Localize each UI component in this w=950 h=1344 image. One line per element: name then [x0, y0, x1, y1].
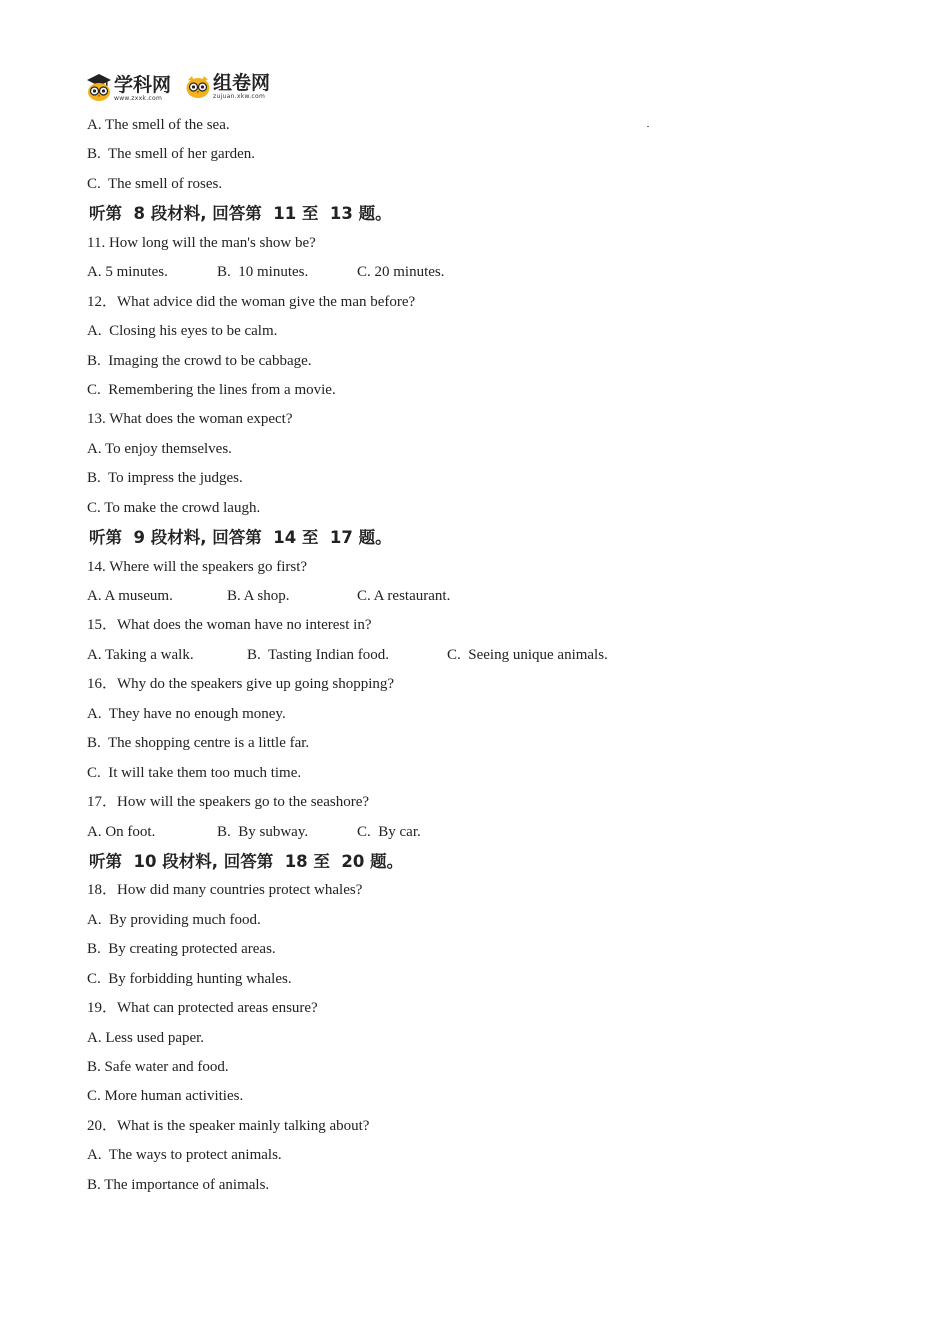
section-heading: 听第 10 段材料, 回答第 18 至 20 题。	[89, 851, 404, 871]
zxxk-logo-url: www.zxxk.com	[114, 95, 163, 102]
answer-option: C. A restaurant.	[357, 588, 451, 604]
answer-options-row	[87, 641, 887, 670]
answer-option: A. On foot.	[87, 823, 156, 840]
question-line: B. Safe water and food.	[87, 1059, 229, 1075]
question-line: 11. How long will the man's show be?	[87, 234, 316, 251]
question-line: 16．Why do the speakers give up going shopping?	[87, 676, 395, 693]
question-line: C. To make the crowd laugh.	[87, 499, 261, 516]
question-line: A. The ways to protect animals.	[87, 1147, 282, 1164]
question-line: 17．How will the speakers go to the seashore?	[87, 794, 370, 811]
question-line: A. The smell of the sea.	[87, 117, 230, 133]
question-line: 14. Where will the speakers go first?	[87, 558, 308, 575]
question-line: B. Imaging the crowd to be cabbage.	[87, 352, 312, 369]
question-line: C. By forbidding hunting whales.	[87, 970, 292, 987]
answer-option: C. 20 minutes.	[357, 264, 445, 281]
question-line: B. To impress the judges.	[87, 470, 243, 487]
question-line: 13. What does the woman expect?	[87, 411, 293, 428]
question-line: A. Less used paper.	[87, 1029, 205, 1046]
question-line: 18．How did many countries protect whales?	[87, 882, 363, 899]
zujuan-logo[interactable]	[185, 74, 270, 100]
answer-option: B. By subway.	[217, 823, 309, 840]
question-line: A. By providing much food.	[87, 911, 261, 928]
page-header	[86, 70, 284, 104]
answer-option: A. 5 minutes.	[87, 264, 168, 281]
zujuan-logo-url: zujuan.xkw.com	[213, 93, 266, 100]
question-line: C. Remembering the lines from a movie.	[87, 381, 336, 398]
question-line: 19．What can protected areas ensure?	[87, 1000, 318, 1017]
answer-option: B. 10 minutes.	[217, 264, 309, 281]
question-line: B. The importance of animals.	[87, 1176, 270, 1193]
section-heading: 听第 8 段材料, 回答第 11 至 13 题。	[89, 204, 392, 224]
graduation-cap-owl-icon	[86, 72, 112, 102]
question-line: 15．What does the woman have no interest in?	[87, 617, 372, 634]
answer-options-row	[87, 818, 887, 847]
question-line: B. By creating protected areas.	[87, 941, 276, 958]
zujuan-logo-name: 组卷网	[213, 72, 271, 94]
question-line: B. The shopping centre is a little far.	[87, 735, 310, 752]
question-line: A. Closing his eyes to be calm.	[87, 323, 278, 340]
answer-option: C. By car.	[357, 823, 421, 840]
question-line: A. To enjoy themselves.	[87, 440, 232, 457]
answer-options-row	[87, 258, 887, 287]
owl-icon	[185, 74, 211, 100]
question-line: A. They have no enough money.	[87, 705, 286, 722]
answer-option: C. Seeing unique animals.	[447, 646, 608, 663]
question-line: 12．What advice did the woman give the man before?	[87, 293, 416, 310]
question-line: C. The smell of roses.	[87, 175, 223, 192]
answer-option: B. Tasting Indian food.	[247, 646, 389, 663]
answer-option: B. A shop.	[227, 588, 290, 604]
section-heading: 听第 9 段材料, 回答第 14 至 17 题。	[89, 528, 392, 548]
question-line: C. More human activities.	[87, 1088, 244, 1105]
zxxk-logo-name: 学科网	[114, 74, 172, 96]
zxxk-logo[interactable]	[86, 72, 171, 102]
question-line: B. The smell of her garden.	[87, 146, 256, 163]
question-line: C. It will take them too much time.	[87, 764, 302, 781]
answer-options-row	[87, 582, 887, 611]
question-line: 20．What is the speaker mainly talking about?	[87, 1117, 370, 1134]
answer-option: A. A museum.	[87, 588, 173, 604]
question-list	[87, 111, 887, 1200]
answer-option: A. Taking a walk.	[87, 646, 194, 663]
